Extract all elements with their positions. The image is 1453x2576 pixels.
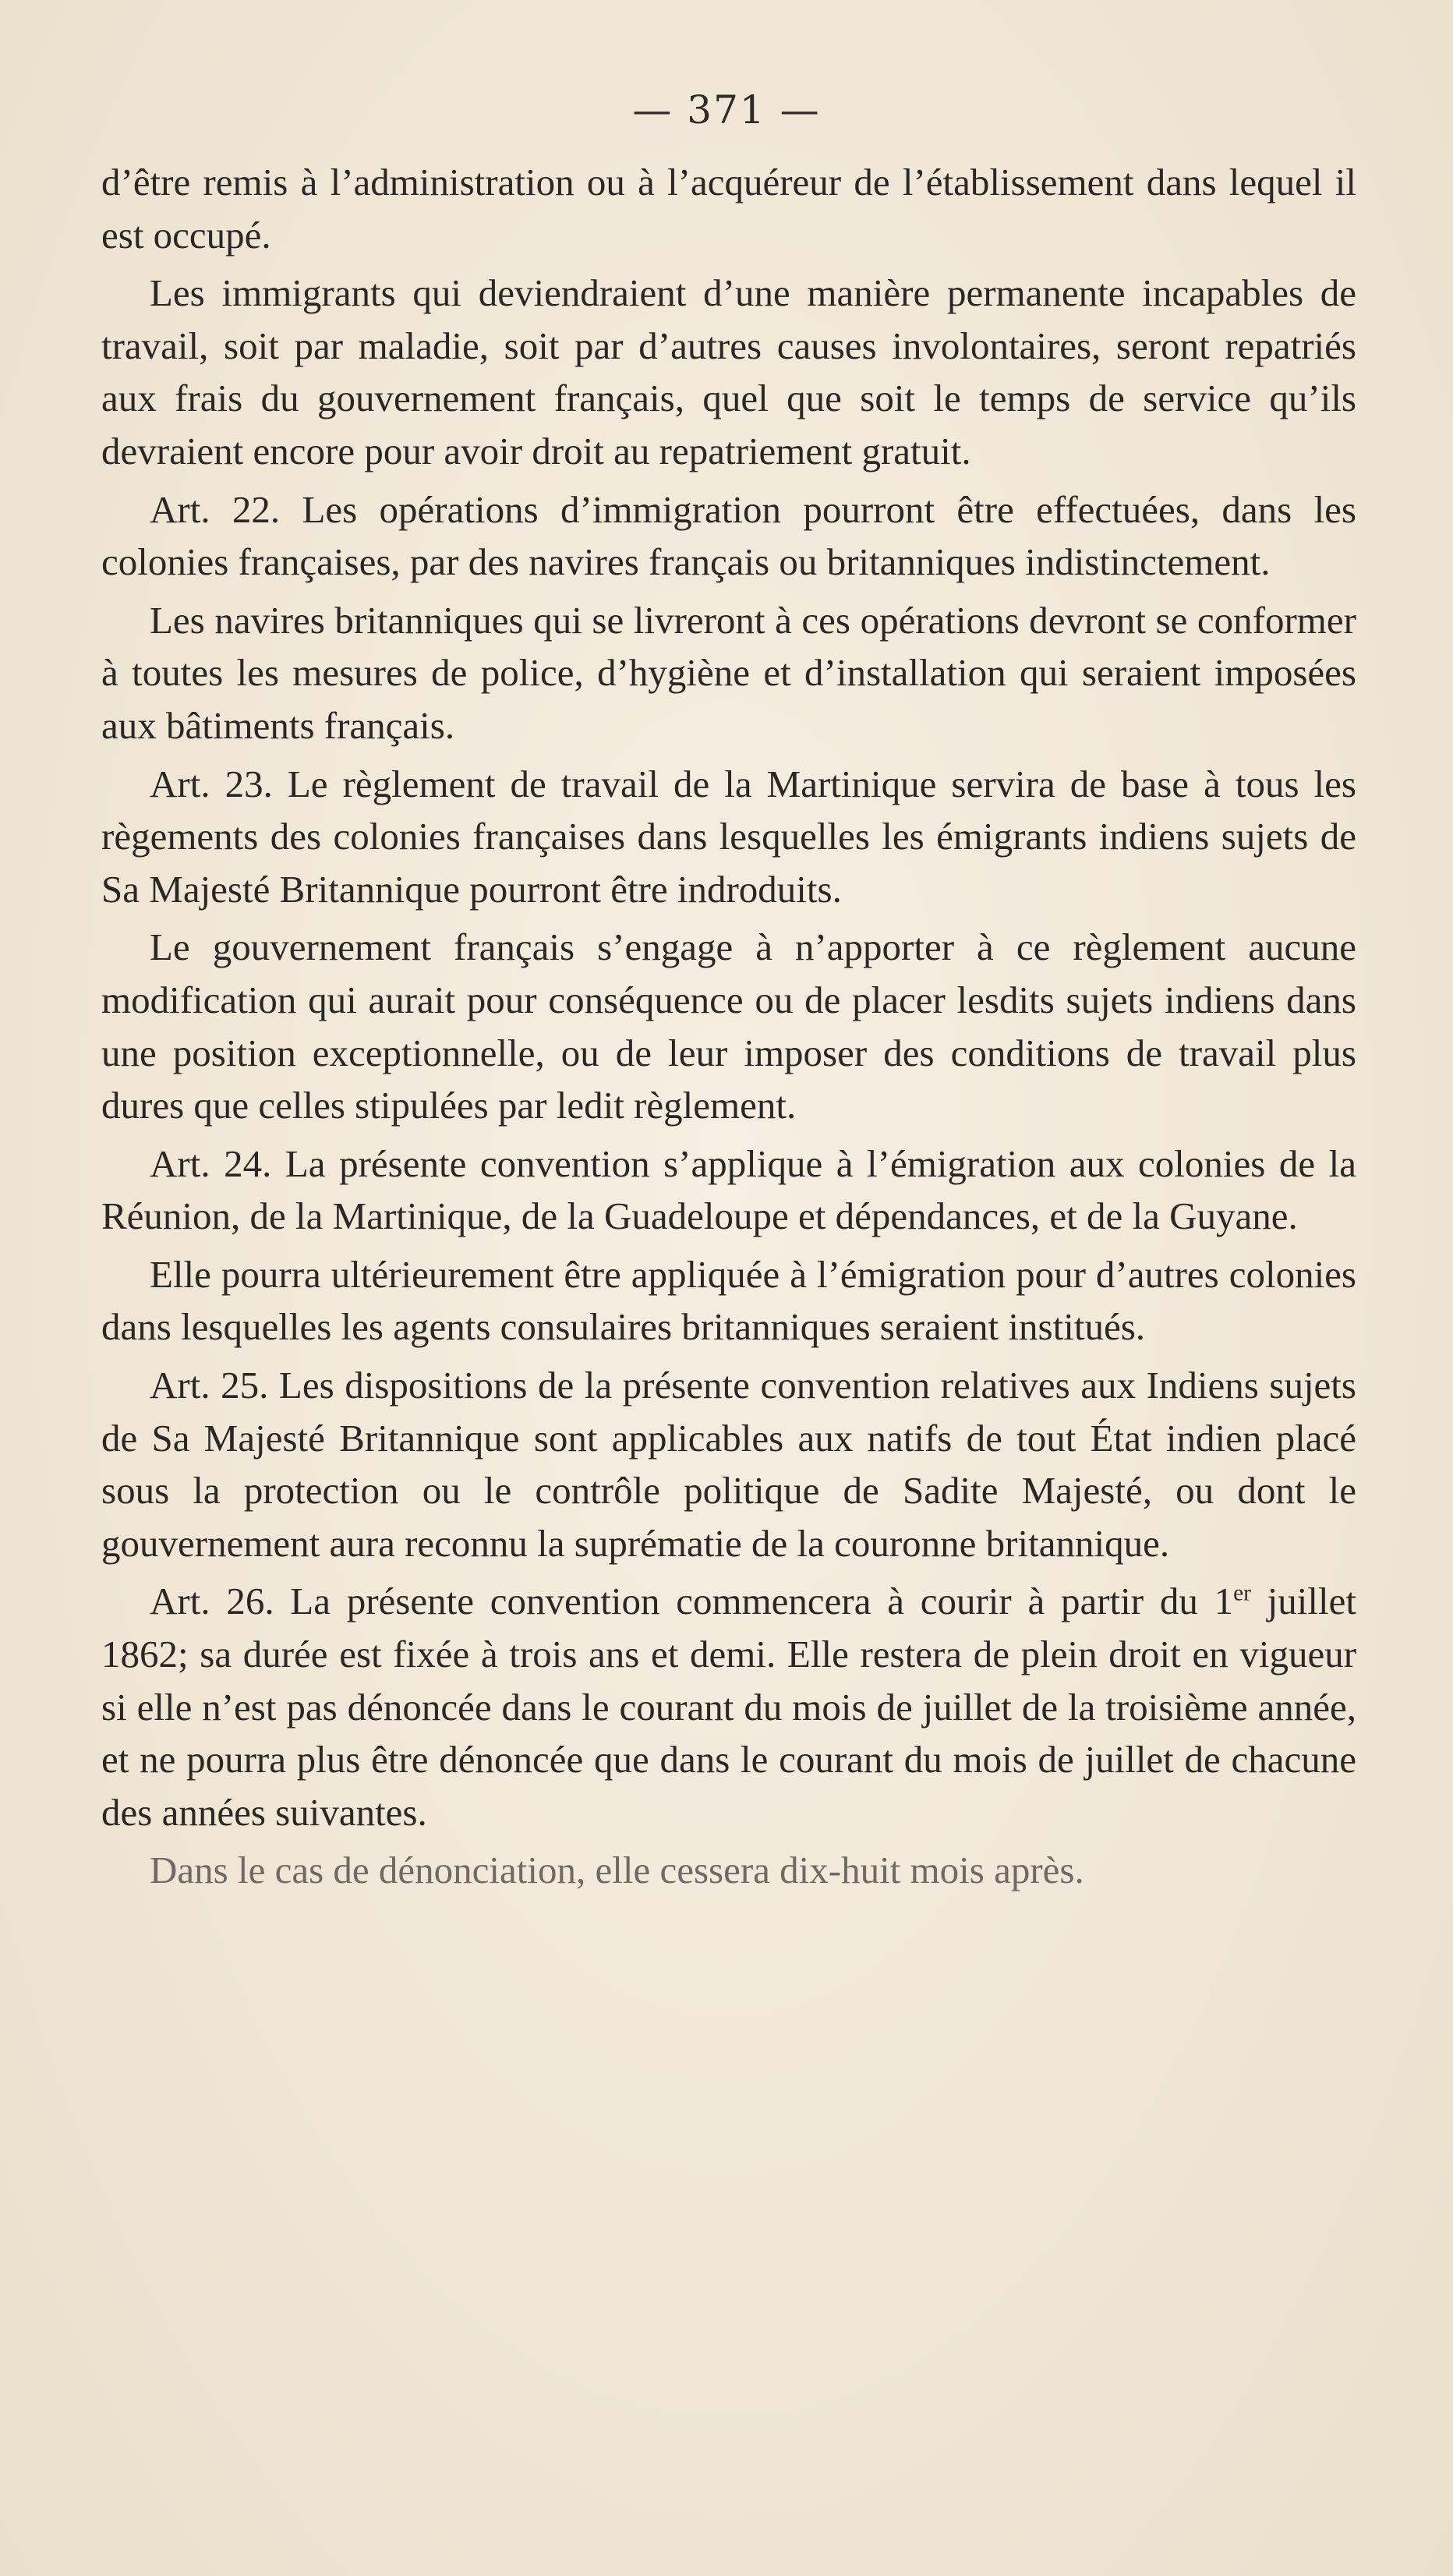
paragraph-autres-colonies: Elle pourra ultérieurement être appliquée à l’émigration pour d’autres colonies dans lesquelles les agents consulaires britanniques seraient institués.	[101, 1252, 1356, 1349]
page-number: — 371 —	[632, 87, 821, 133]
paragraph-article-24: Art. 24. La présente convention s’applique à l’émigration aux colonies de la Réunion, de la Martinique, de la Guadeloupe et dépendances, et de la Guyane.	[101, 1141, 1356, 1238]
paragraph-denonciation: Dans le cas de dénonciation, elle cessera dix-huit mois après.	[150, 1849, 1084, 1892]
paragraph-article-25: Art. 25. Les dispositions de la présente convention relatives aux Indiens sujets de Sa Majesté Britannique sont applicables aux natifs de tout État indien placé sous la protection ou le contrôle politique de Sadite Majesté, ou dont le gouvernement aura reconnu la suprématie de la couronne britannique.	[101, 1364, 1356, 1565]
article-26-end: juillet 1862; sa durée est fixée à trois ans et demi.	[101, 1580, 1356, 1676]
paragraph-gouvernement-francais: Le gouvernement français s’engage à n’apporter à ce règlement aucune modification qui aurait pour conséquence ou de placer lesdits sujets indiens dans une position exceptionnelle, ou de leur imposer des conditions de travail plus dures que celles stipulées par ledit règlement.	[101, 925, 1356, 1127]
paragraph-navires-britanniques: Les navires britanniques qui se livreront à ces opérations devront se conformer à toutes les mesures de police, d’hygiène et d’installation qui seraient imposées aux bâtiments français.	[101, 598, 1356, 747]
body-text	[101, 156, 1356, 1902]
paragraph-article-26	[101, 1575, 1356, 1838]
article-26-start: Art. 26. La présente convention commencera à courir à partir du 1	[150, 1580, 1234, 1623]
paragraph-immigrants-incapables: Les immigrants qui deviendraient d’une manière permanente incapables de travail, soit par maladie, soit par d’autres causes involontaires, seront repatriés aux frais du gouvernement français, quel que soit le temps de service qu’ils devraient encore pour avoir droit au repatriement gratuit.	[101, 271, 1356, 472]
paragraph-continuation: d’être remis à l’administration ou à l’acquéreur de l’établissement dans lequel il est occupé.	[101, 161, 1356, 257]
paragraph-article-22: Art. 22. Les opérations d’immigration pourront être effectuées, dans les colonies françaises, par des navires français ou britanniques indistinctement.	[101, 487, 1356, 584]
article-26-continuation: Elle restera de plein droit en vigueur si elle n’est pas dénoncée dans le courant du mois de juillet de la troisième année, et ne pourra plus être dénoncée que dans le courant du mois de juillet de chacune des années suivantes.	[101, 1633, 1357, 1834]
ordinal-superscript: er	[1233, 1580, 1251, 1606]
paragraph-article-23: Art. 23. Le règlement de travail de la Martinique servira de base à tous les règements des colonies françaises dans lesquelles les émigrants indiens sujets de Sa Majesté Britannique pourront être indroduits.	[101, 762, 1356, 911]
